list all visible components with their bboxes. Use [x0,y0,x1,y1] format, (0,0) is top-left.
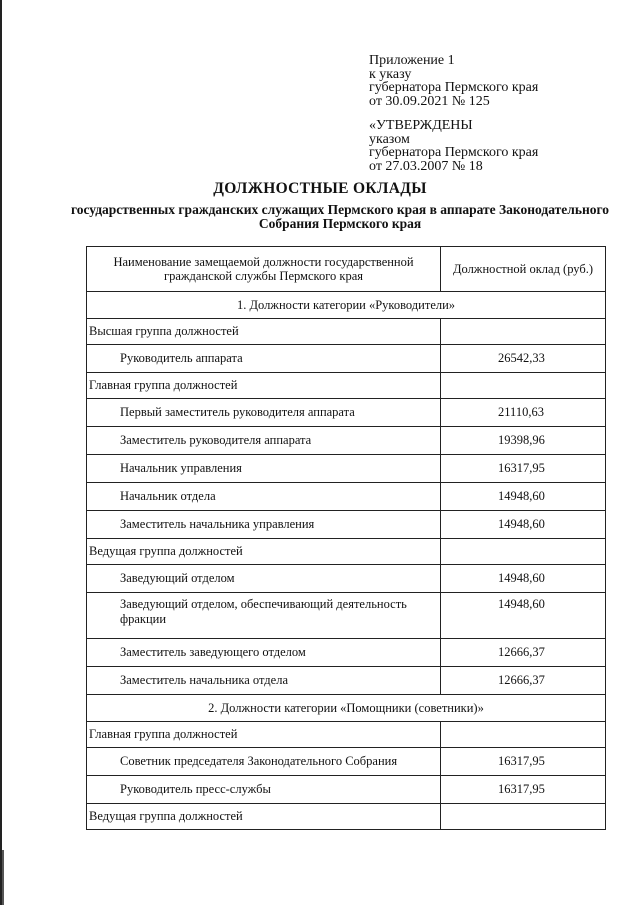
group-row [87,804,606,830]
table-row [87,667,606,695]
group-label: Ведущая группа должностей [87,539,441,565]
empty-cell [441,539,606,565]
annex-line-2: к указу [369,66,412,82]
scan-edge [0,0,2,905]
group-row [87,722,606,748]
group-row [87,539,606,565]
position-name: Заведующий отделом [87,565,441,593]
salary-value: 16317,95 [441,455,606,483]
salary-value: 19398,96 [441,427,606,455]
position-name: Заместитель начальника отдела [87,667,441,695]
salary-value: 21110,63 [441,399,606,427]
category-row [87,292,606,319]
salary-value: 26542,33 [441,345,606,373]
group-label: Ведущая группа должностей [87,804,441,830]
salary-value: 14948,60 [441,511,606,539]
approved-line-1: «УТВЕРЖДЕНЫ [369,118,473,133]
salary-value: 16317,95 [441,776,606,804]
position-name: Заведующий отделом, обеспечивающий деятельность фракции [87,593,441,639]
table-row [87,511,606,539]
table-row [87,639,606,667]
empty-cell [441,722,606,748]
approved-line-3: губернатора Пермского края [369,145,539,160]
approved-block [369,119,538,173]
salary-value: 12666,37 [441,639,606,667]
salary-value: 14948,60 [441,593,606,639]
salary-value: 14948,60 [441,483,606,511]
group-label: Главная группа должностей [87,373,441,399]
approved-line-4: от 27.03.2007 № 18 [369,158,483,174]
empty-cell [441,319,606,345]
position-name: Руководитель аппарата [87,345,441,373]
position-name: Заместитель руководителя аппарата [87,427,441,455]
category-2-label: 2. Должности категории «Помощники (советники)» [87,695,606,722]
category-1-label: 1. Должности категории «Руководители» [87,292,606,319]
table-row [87,399,606,427]
table-row [87,748,606,776]
group-label: Главная группа должностей [87,722,441,748]
table-header-row [87,247,606,292]
table-row [87,483,606,511]
category-row [87,695,606,722]
annex-line-3: губернатора Пермского края [369,80,539,95]
position-name: Начальник управления [87,455,441,483]
position-name: Заместитель заведующего отделом [87,639,441,667]
scan-edge-lower [2,850,4,905]
position-name: Первый заместитель руководителя аппарата [87,399,441,427]
salary-table [86,246,606,830]
salary-value: 14948,60 [441,565,606,593]
header-salary: Должностной оклад (руб.) [441,247,606,292]
position-name: Советник председателя Законодательного Собрания [87,748,441,776]
annex-block [369,54,538,108]
group-row [87,373,606,399]
table-row [87,427,606,455]
header-position-name: Наименование замещаемой должности государственной гражданской службы Пермского края [87,247,441,292]
position-name: Руководитель пресс-службы [87,776,441,804]
group-label: Высшая группа должностей [87,319,441,345]
document-title: ДОЛЖНОСТНЫЕ ОКЛАДЫ [213,180,427,197]
empty-cell [441,373,606,399]
annex-line-4: от 30.09.2021 № 125 [369,93,490,109]
salary-value: 16317,95 [441,748,606,776]
position-name: Заместитель начальника управления [87,511,441,539]
table-row [87,593,606,639]
group-row [87,319,606,345]
salary-value: 12666,37 [441,667,606,695]
table-row [87,345,606,373]
approved-line-2: указом [369,131,410,147]
table-row [87,565,606,593]
document-subtitle: государственных гражданских служащих Пермского края в аппарате Законодательного Собрания Пермского края [70,202,610,231]
table-row [87,776,606,804]
annex-line-1: Приложение 1 [369,53,455,68]
empty-cell [441,804,606,830]
table-row [87,455,606,483]
position-name: Начальник отдела [87,483,441,511]
